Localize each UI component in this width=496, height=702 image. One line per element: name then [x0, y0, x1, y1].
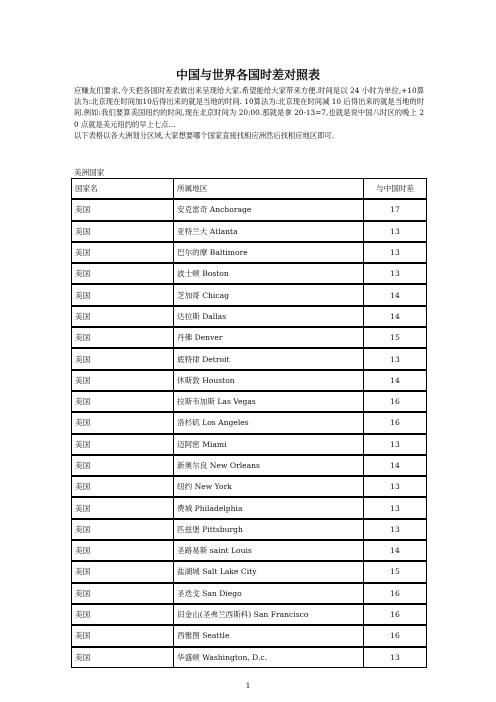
time-difference-cell: 13 — [364, 242, 427, 263]
table-row — [72, 199, 427, 220]
table-row — [72, 370, 427, 391]
table-row — [72, 263, 427, 284]
time-difference-cell: 13 — [364, 348, 427, 369]
country-cell: 美国 — [72, 221, 174, 242]
country-cell: 美国 — [72, 199, 174, 220]
country-cell: 美国 — [72, 647, 174, 668]
time-difference-cell: 14 — [364, 540, 427, 561]
column-header-country: 国家名 — [72, 179, 174, 200]
column-header-region: 所属地区 — [174, 179, 364, 200]
time-difference-cell: 13 — [364, 647, 427, 668]
table-row — [72, 306, 427, 327]
region-cell: 迈阿密 Miami — [174, 434, 364, 455]
country-cell: 美国 — [72, 434, 174, 455]
country-cell: 美国 — [72, 476, 174, 497]
table-row — [72, 221, 427, 242]
table-row — [72, 583, 427, 604]
country-cell: 美国 — [72, 519, 174, 540]
document-title: 中国与世界各国时差对照表 — [175, 68, 320, 82]
country-cell: 美国 — [72, 412, 174, 433]
region-cell: 巴尔的摩 Baltimore — [174, 242, 364, 263]
section-title: 美洲国家 — [74, 168, 105, 177]
country-cell: 美国 — [72, 540, 174, 561]
time-difference-cell: 13 — [364, 221, 427, 242]
region-cell: 盐湖城 Salt Lake City — [174, 561, 364, 582]
country-cell: 美国 — [72, 455, 174, 476]
intro-text — [74, 85, 424, 141]
time-difference-cell: 15 — [364, 327, 427, 348]
country-cell: 美国 — [72, 391, 174, 412]
table-row — [72, 327, 427, 348]
region-cell: 圣路易斯 saint Louis — [174, 540, 364, 561]
time-difference-cell: 16 — [364, 604, 427, 625]
table-row — [72, 242, 427, 263]
region-cell: 纽约 New York — [174, 476, 364, 497]
time-difference-cell: 14 — [364, 370, 427, 391]
time-difference-cell: 17 — [364, 199, 427, 220]
time-difference-cell: 16 — [364, 583, 427, 604]
time-difference-cell: 14 — [364, 284, 427, 305]
intro-paragraph: 以下表格以各大洲划分区域,大家想要哪个国家直接找相应洲然后找相应地区即可. — [74, 130, 335, 140]
country-cell: 美国 — [72, 242, 174, 263]
time-difference-cell: 16 — [364, 391, 427, 412]
region-cell: 安克雷奇 Anchorage — [174, 199, 364, 220]
country-cell: 美国 — [72, 263, 174, 284]
intro-paragraph: 应赚友们要求,今天把各国时差表做出来呈现给大家.希望能给大家带来方便.时间是以 24 小时为单位,+10算法为:北京现在时间加10后得出来的就是当地的时间. 10算法为:北京现在时间减 10 后得出来的就是当地的时间.例如:我们要算美国纽约的时间,现在北京时间为 20:00.那就是拿 20-13=7,也就是说中国八时区的晚上 20 点就是美元纽约的早上七点... — [74, 86, 424, 129]
country-cell: 美国 — [72, 327, 174, 348]
table-row — [72, 625, 427, 646]
column-header-time-difference: 与中国时差 — [364, 179, 427, 200]
table-row — [72, 455, 427, 476]
table-row — [72, 284, 427, 305]
region-cell: 底特律 Detroit — [174, 348, 364, 369]
table-header-row — [72, 179, 427, 200]
table-row — [72, 540, 427, 561]
country-cell: 美国 — [72, 497, 174, 518]
country-cell: 美国 — [72, 284, 174, 305]
region-cell: 波士顿 Boston — [174, 263, 364, 284]
region-cell: 旧金山(圣弗兰西斯科) San Francisco — [174, 604, 364, 625]
country-cell: 美国 — [72, 306, 174, 327]
time-difference-cell: 13 — [364, 263, 427, 284]
region-cell: 华盛顿 Washington, D.c. — [174, 647, 364, 668]
region-cell: 新奥尔良 New Orleans — [174, 455, 364, 476]
time-difference-cell: 13 — [364, 497, 427, 518]
region-cell: 拉斯韦加斯 Las Vegas — [174, 391, 364, 412]
region-cell: 达拉斯 Dallas — [174, 306, 364, 327]
region-cell: 洛杉矶 Los Angeles — [174, 412, 364, 433]
time-difference-cell: 14 — [364, 455, 427, 476]
country-cell: 美国 — [72, 604, 174, 625]
table-row — [72, 412, 427, 433]
region-cell: 休斯敦 Houston — [174, 370, 364, 391]
region-cell: 亚特兰大 Atlanta — [174, 221, 364, 242]
table-row — [72, 497, 427, 518]
time-difference-cell: 13 — [364, 434, 427, 455]
time-difference-cell: 13 — [364, 476, 427, 497]
time-difference-table — [71, 178, 427, 668]
country-cell: 美国 — [72, 561, 174, 582]
table-row — [72, 647, 427, 668]
table-row — [72, 519, 427, 540]
table-row — [72, 434, 427, 455]
time-difference-cell: 14 — [364, 306, 427, 327]
table-row — [72, 348, 427, 369]
region-cell: 芝加哥 Chicag — [174, 284, 364, 305]
country-cell: 美国 — [72, 348, 174, 369]
time-difference-cell: 16 — [364, 412, 427, 433]
table-row — [72, 391, 427, 412]
country-cell: 美国 — [72, 625, 174, 646]
time-difference-cell: 15 — [364, 561, 427, 582]
region-cell: 圣迭戈 San Diego — [174, 583, 364, 604]
table-row — [72, 561, 427, 582]
region-cell: 丹佛 Denver — [174, 327, 364, 348]
region-cell: 费城 Philadelphia — [174, 497, 364, 518]
time-difference-cell: 13 — [364, 519, 427, 540]
region-cell: 西雅图 Seattle — [174, 625, 364, 646]
table-row — [72, 604, 427, 625]
country-cell: 美国 — [72, 583, 174, 604]
country-cell: 美国 — [72, 370, 174, 391]
region-cell: 匹兹堡 Pittsburgh — [174, 519, 364, 540]
table-row — [72, 476, 427, 497]
time-difference-cell: 16 — [364, 625, 427, 646]
page-number: 1 — [245, 681, 251, 690]
